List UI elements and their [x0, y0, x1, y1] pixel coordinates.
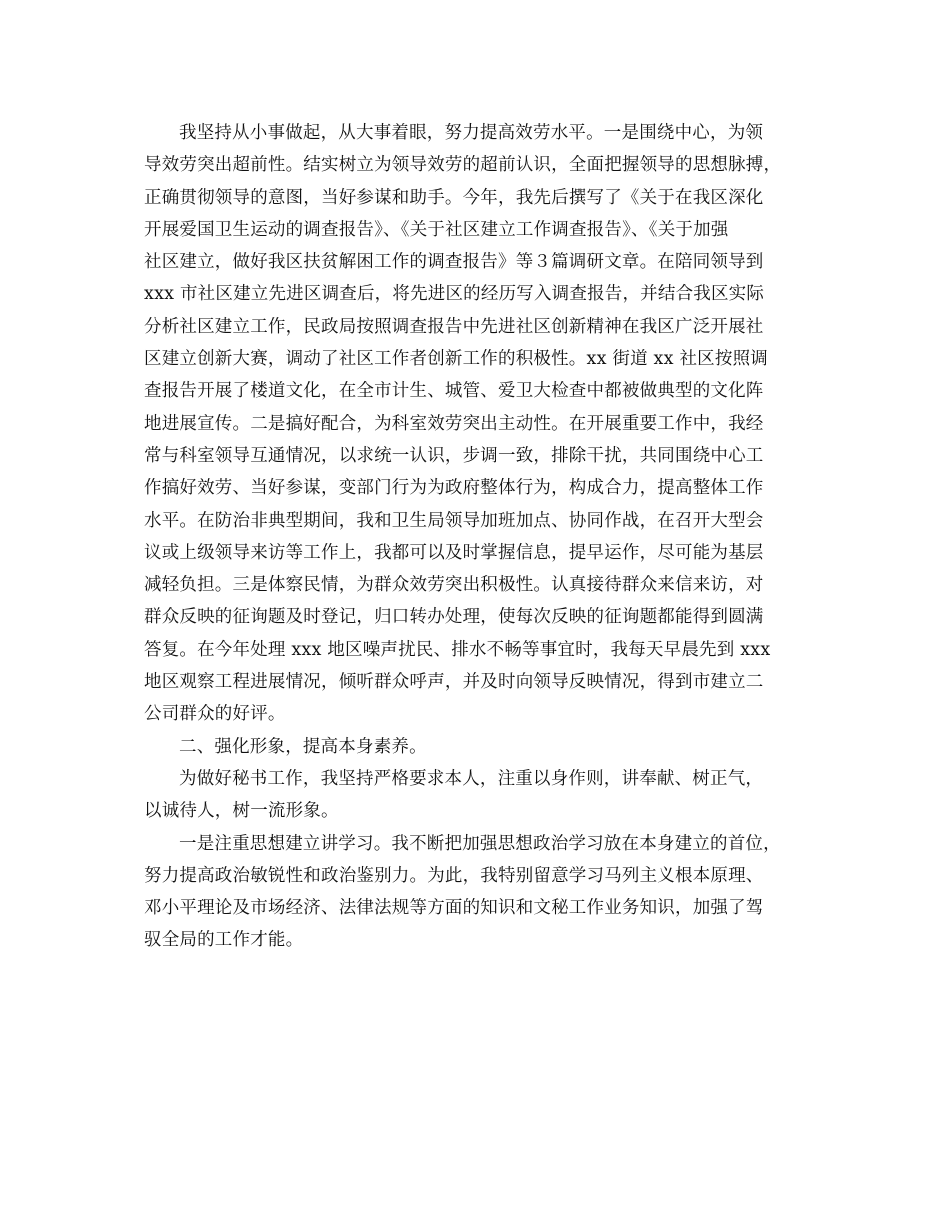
text-line: 水平。在防治非典型期间，我和卫生局领导加班加点、协同作战，在召开大型会	[144, 510, 764, 531]
text-line: 社区建立，做好我区扶贫解困工作的调查报告》等３篇调研文章。在陪同领导到	[144, 252, 764, 273]
text-line: 分析社区建立工作，民政局按照调查报告中先进社区创新精神在我区广泛开展社	[144, 316, 764, 337]
text-line: 地进展宣传。二是搞好配合，为科室效劳突出主动性。在开展重要工作中，我经	[144, 413, 764, 434]
text-line: 议或上级领导来访等工作上，我都可以及时掌握信息，提早运作，尽可能为基层	[144, 542, 764, 563]
text-line: 以诚待人，树一流形象。	[144, 801, 339, 822]
text-line: 群众反映的征询题及时登记，归口转办处理，使每次反映的征询题都能得到圆满	[144, 607, 764, 628]
text-line: 答复。在今年处理 xxx 地区噪声扰民、排水不畅等事宜时，我每天早晨先到 xxx	[144, 639, 771, 660]
text-line: 驭全局的工作才能。	[144, 930, 304, 951]
text-line: 正确贯彻领导的意图，当好参谋和助手。今年，我先后撰写了《关于在我区深化	[144, 187, 764, 208]
text-line: xxx 市社区建立先进区调查后，将先进区的经历写入调查报告，并结合我区实际	[144, 284, 765, 305]
paragraph-3	[144, 828, 814, 957]
text-line: 查报告开展了楼道文化，在全市计生、城管、爱卫大检查中都被做典型的文化阵	[144, 381, 764, 402]
text-line: 减轻负担。三是体察民情，为群众效劳突出积极性。认真接待群众来信来访，对	[144, 575, 764, 596]
text-line: 公司群众的好评。	[144, 704, 286, 725]
text-line: 邓小平理论及市场经济、法律法规等方面的知识和文秘工作业务知识，加强了驾	[144, 898, 764, 919]
text-line: 为做好秘书工作，我坚持严格要求本人，注重以身作则，讲奉献、树正气，	[179, 768, 764, 789]
text-line: 导效劳突出超前性。结实树立为领导效劳的超前认识，全面把握领导的思想脉搏，	[144, 155, 782, 176]
paragraph-1	[144, 117, 814, 731]
text-line: 区建立创新大赛，调动了社区工作者创新工作的积极性。xx 街道 xx 社区按照调	[144, 349, 768, 370]
section-heading	[144, 731, 814, 763]
heading-line: 二、强化形象，提高本身素养。	[179, 736, 427, 757]
text-line: 我坚持从小事做起，从大事着眼，努力提高效劳水平。一是围绕中心，为领	[179, 123, 764, 143]
text-line: 努力提高政治敏锐性和政治鉴别力。为此，我特别留意学习马列主义根本原理、	[144, 865, 764, 886]
document-body	[144, 117, 814, 957]
text-line: 一是注重思想建立讲学习。我不断把加强思想政治学习放在本身建立的首位，	[179, 833, 781, 854]
text-line: 地区观察工程进展情况，倾听群众呼声，并及时向领导反映情况，得到市建立二	[144, 672, 764, 693]
text-line: 常与科室领导互通情况，以求统一认识，步调一致，排除干扰，共同围绕中心工	[144, 445, 764, 466]
paragraph-2	[144, 763, 814, 828]
text-line: 开展爱国卫生运动的调查报告》、《关于社区建立工作调查报告》、《关于加强	[144, 219, 729, 240]
text-line: 作搞好效劳、当好参谋，变部门行为为政府整体行为，构成合力，提高整体工作	[144, 478, 764, 499]
